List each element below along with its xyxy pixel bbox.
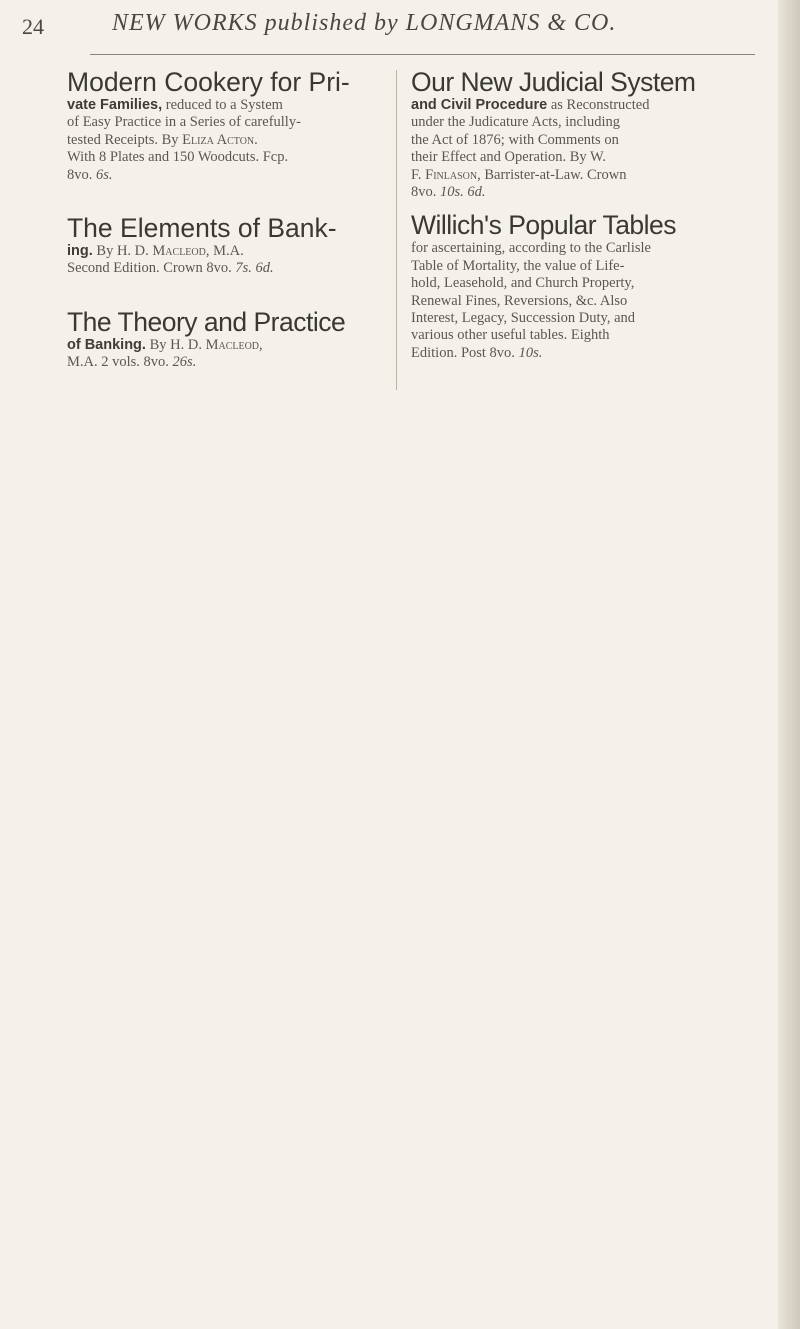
page-header — [22, 10, 762, 50]
entry-title: The Theory and Practice — [67, 306, 346, 337]
entry-price: 26s. — [172, 354, 197, 371]
entry-price: 7s. 6d. — [235, 260, 274, 277]
entry-price: 10s. 6d. — [440, 184, 486, 201]
book-entry-theory-and-practice-of-banking — [67, 308, 379, 372]
book-entry-elements-of-banking — [67, 214, 379, 278]
entry-title: Willich's Popular Tables — [411, 210, 677, 241]
entry-body — [67, 337, 379, 372]
entry-line: Interest, Legacy, Succession Duty, and — [411, 310, 636, 327]
entry-line: of Banking. By H. D. Macleod, — [67, 336, 263, 353]
entry-line: under the Judicature Acts, including — [411, 114, 620, 131]
entry-title: The Elements of Bank- — [67, 213, 337, 244]
entry-line: various other useful tables. Eighth — [411, 327, 610, 344]
entry-body — [411, 97, 743, 201]
entry-line: Edition. Post 8vo. 10s. — [411, 344, 543, 361]
entry-line: Second Edition. Crown 8vo. 7s. 6d. — [67, 260, 274, 277]
entry-line: vate Families, reduced to a System — [67, 97, 283, 113]
entry-title: Our New Judicial System — [411, 67, 696, 97]
book-entry-modern-cookery — [67, 68, 379, 184]
entry-line: and Civil Procedure as Reconstructed — [411, 97, 650, 113]
entry-price: 10s. — [518, 344, 543, 361]
entry-price: 6s. — [96, 166, 113, 183]
entry-line: Table of Mortality, the value of Life- — [411, 257, 625, 274]
book-entry-judicial-system — [411, 68, 743, 201]
entry-body — [411, 240, 743, 362]
entry-line: 8vo. 10s. 6d. — [411, 184, 486, 201]
entry-line: F. Finlason, Barrister-at-Law. Crown — [411, 166, 627, 183]
page-number: 24 — [22, 14, 44, 39]
page-edge-shadow — [778, 0, 800, 1329]
entry-line: With 8 Plates and 150 Woodcuts. Fcp. — [67, 149, 289, 166]
header-rule — [90, 54, 755, 55]
entry-line: hold, Leasehold, and Church Property, — [411, 275, 635, 292]
entry-line: for ascertaining, according to the Carlisle — [411, 240, 651, 257]
entry-body — [67, 243, 379, 278]
entry-title: Modern Cookery for Pri- — [67, 67, 350, 97]
entry-line: Renewal Fines, Reversions, &c. Also — [411, 292, 628, 309]
entry-line: the Act of 1876; with Comments on — [411, 131, 619, 148]
entry-line: tested Receipts. By Eliza Acton. — [67, 131, 258, 148]
entry-body — [67, 97, 379, 184]
entry-line: their Effect and Operation. By W. — [411, 149, 607, 166]
column-divider — [396, 70, 397, 390]
book-entry-willichs-popular-tables — [411, 211, 743, 362]
entry-line: M.A. 2 vols. 8vo. 26s. — [67, 354, 197, 371]
entry-line: of Easy Practice in a Series of carefully- — [67, 114, 301, 131]
left-column — [67, 68, 379, 398]
right-column — [411, 68, 743, 388]
entry-line: 8vo. 6s. — [67, 166, 113, 183]
entry-line: ing. By H. D. Macleod, M.A. — [67, 243, 244, 260]
running-head: NEW WORKS published by LONGMANS & CO. — [112, 10, 617, 36]
